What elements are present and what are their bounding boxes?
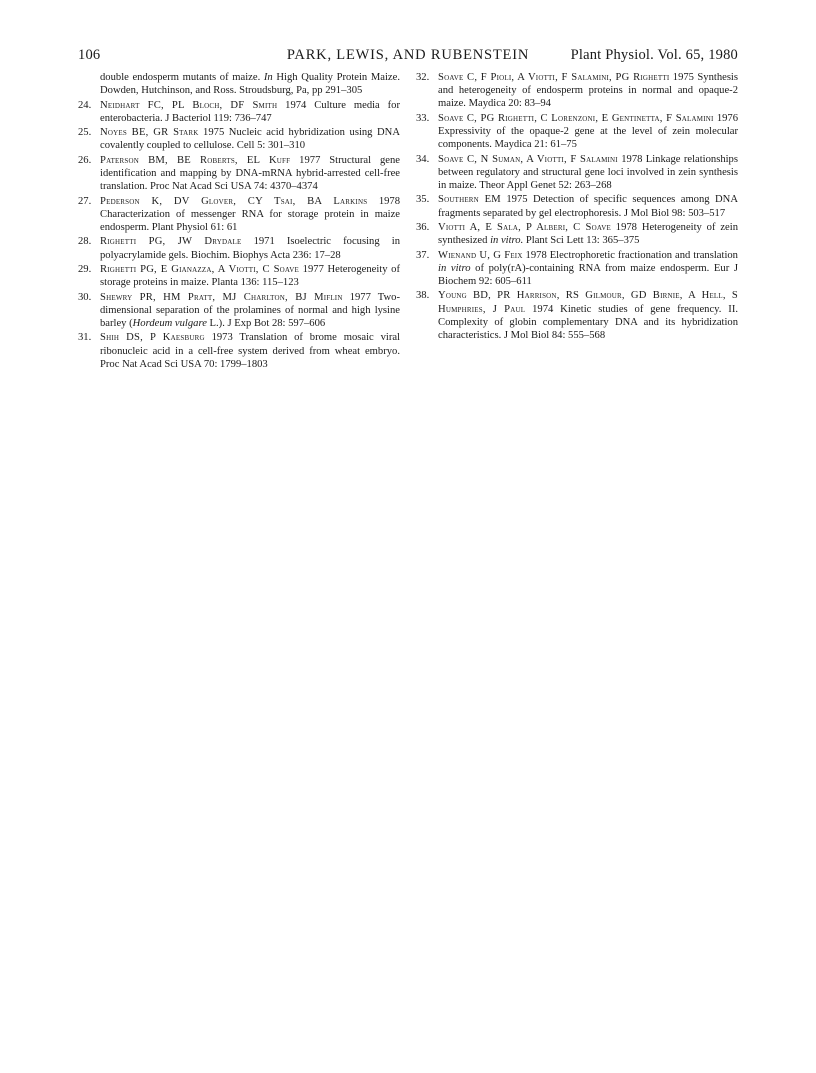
reference-text-tail: of poly(rA)-containing RNA from maize endosperm. Eur J Biochem 92: 605–611 [438, 262, 738, 287]
reference-year: 1973 [211, 332, 233, 344]
reference-year: 1977 [302, 263, 324, 275]
reference-year: 1978 [621, 153, 643, 165]
reference-authors: Southern EM [438, 194, 501, 206]
reference-number: 34. [416, 153, 430, 165]
reference-authors: Pederson K, DV Glover, CY Tsai, BA Larkins [100, 195, 368, 207]
reference-text: Structural gene identification and mapping by DNA-mRNA hybrid-arrested cell-free translation. Proc Nat Acad Sci USA 74: 4370–4374 [100, 154, 400, 193]
reference-italic: Hordeum vulgare [132, 317, 207, 329]
reference-year: 1978 [615, 221, 637, 233]
reference-authors: Paterson BM, BE Roberts, EL Kuff [100, 154, 291, 166]
reference-year: 1974 [285, 99, 307, 111]
reference-number: 35. [416, 194, 430, 206]
reference-entry [416, 153, 738, 193]
reference-number: 26. [78, 154, 92, 166]
reference-year: 1976 [716, 112, 738, 124]
reference-year: 1971 [253, 236, 275, 248]
reference-text: Translation of brome mosaic viral ribonucleic acid in a cell-free system derived from wheat embryo. Proc Nat Acad Sci USA 70: 1799–1803 [100, 332, 400, 370]
reference-text: Heterogeneity of zein synthesized [438, 221, 738, 247]
reference-text: Kinetic studies of gene frequency. II. Complexity of globin complementary DNA and its hybridization characteristics. J Mol Biol 84: 555–568 [438, 303, 738, 341]
reference-italic: in vitro. [490, 235, 524, 247]
reference-text: Linkage relationships between regulatory and structural gene loci involved in zein synthesis in maize. Theor Appl Genet 52: 263–268 [438, 153, 738, 191]
reference-italic: in vitro [438, 262, 471, 274]
reference-number: 27. [78, 195, 92, 207]
reference-text: Nucleic acid hybridization using DNA covalently coupled to cellulose. Cell 5: 301–310 [100, 127, 400, 152]
reference-authors: Soave C, F Pioli, A Viotti, F Salamini, PG Righetti [438, 72, 670, 83]
reference-continuation: double endosperm mutants of maize. In High Quality Protein Maize. Dowden, Hutchinson, and Ross. Stroudsburg, Pa, pp 291–305 [100, 72, 400, 97]
reference-text: Detection of specific sequences among DNA fragments separated by gel electrophoresis. J Mol Biol 98: 503–517 [438, 194, 738, 219]
reference-number: 24. [78, 99, 92, 111]
reference-text: Heterogeneity of storage proteins in maize. Planta 136: 115–123 [100, 263, 400, 289]
reference-entry [78, 126, 400, 152]
reference-year: 1975 [203, 127, 225, 139]
reference-authors: Shih DS, P Kaesburg [100, 332, 205, 344]
reference-authors: Wienand U, G Feix [438, 249, 523, 261]
reference-column-right [416, 71, 738, 343]
page-number: 106 [78, 47, 101, 63]
reference-authors: Noyes BE, GR Stark [100, 127, 199, 139]
reference-authors: Viotti A, E Sala, P Alberi, C Soave [438, 221, 611, 233]
reference-text-tail: L.). J Exp Bot 28: 597–606 [206, 317, 326, 329]
reference-entry [416, 112, 738, 152]
reference-text: Culture media for enterobacteria. J Bacteriol 119: 736–747 [100, 99, 400, 124]
reference-entry [416, 289, 738, 342]
reference-authors: Soave C, PG Righetti, C Lorenzoni, E Gentinetta, F Salamini [438, 112, 714, 124]
reference-list-right [416, 71, 738, 342]
journal-citation: Plant Physiol. Vol. 65, 1980 [570, 47, 738, 63]
reference-entry [416, 71, 738, 111]
reference-list-left [78, 99, 400, 371]
reference-entry [78, 331, 400, 371]
reference-number: 28. [78, 236, 92, 248]
reference-entry [78, 235, 400, 261]
reference-year: 1975 [672, 72, 694, 83]
reference-number: 30. [78, 291, 92, 303]
reference-number: 32. [416, 72, 430, 83]
reference-text: Synthesis and heterogeneity of endosperm proteins in normal and opaque-2 maize. Maydica 20: 83–94 [438, 72, 739, 110]
reference-number: 25. [78, 127, 92, 139]
reference-number: 29. [78, 263, 92, 275]
reference-year: 1978 [378, 195, 400, 207]
reference-authors: Righetti PG, E Gianazza, A Viotti, C Soave [100, 263, 300, 275]
reference-authors: Soave C, N Suman, A Viotti, F Salamini [438, 153, 618, 165]
reference-authors: Righetti PG, JW Drydale [100, 236, 242, 248]
reference-entry [78, 154, 400, 194]
reference-text: Electrophoretic fractionation and translation [546, 249, 738, 261]
reference-column-left [78, 71, 400, 372]
reference-authors: Shewry PR, HM Pratt, MJ Charlton, BJ Miflin [100, 291, 343, 303]
reference-text: Expressivity of the opaque-2 gene at the level of zein molecular components. Maydica 21: 61–75 [438, 126, 738, 151]
reference-number: 37. [416, 249, 430, 261]
reference-year: 1977 [299, 154, 321, 166]
reference-text: Characterization of messenger RNA for storage protein in maize endosperm. Plant Physiol 61: 61 [100, 208, 400, 233]
reference-text: Isoelectric focusing in polyacrylamide gels. Biochim. Biophys Acta 236: 17–28 [100, 236, 400, 261]
reference-year: 1975 [506, 194, 528, 206]
running-title: PARK, LEWIS, AND RUBENSTEIN [286, 47, 530, 63]
reference-year: 1977 [349, 291, 371, 303]
reference-entry [416, 249, 738, 289]
reference-entry [416, 193, 738, 219]
reference-entry [78, 99, 400, 125]
reference-year: 1978 [525, 249, 547, 261]
reference-entry [416, 221, 738, 247]
reference-number: 33. [416, 112, 430, 124]
reference-year: 1974 [532, 303, 554, 315]
reference-entry [78, 195, 400, 235]
reference-number: 36. [416, 221, 430, 233]
reference-entry [78, 291, 400, 331]
reference-text-tail: Plant Sci Lett 13: 365–375 [523, 235, 640, 247]
reference-text: Two-dimensional separation of the prolamines of normal and high lysine barley ( [100, 291, 401, 329]
reference-number: 31. [78, 332, 92, 344]
reference-number: 38. [416, 290, 430, 302]
running-header [78, 47, 738, 67]
reference-authors: Young BD, PR Harrison, RS Gilmour, GD Birnie, A Hell, S Humphries, J Paul [438, 290, 738, 315]
reference-authors: Neidhart FC, PL Bloch, DF Smith [100, 99, 278, 111]
reference-entry [78, 263, 400, 289]
